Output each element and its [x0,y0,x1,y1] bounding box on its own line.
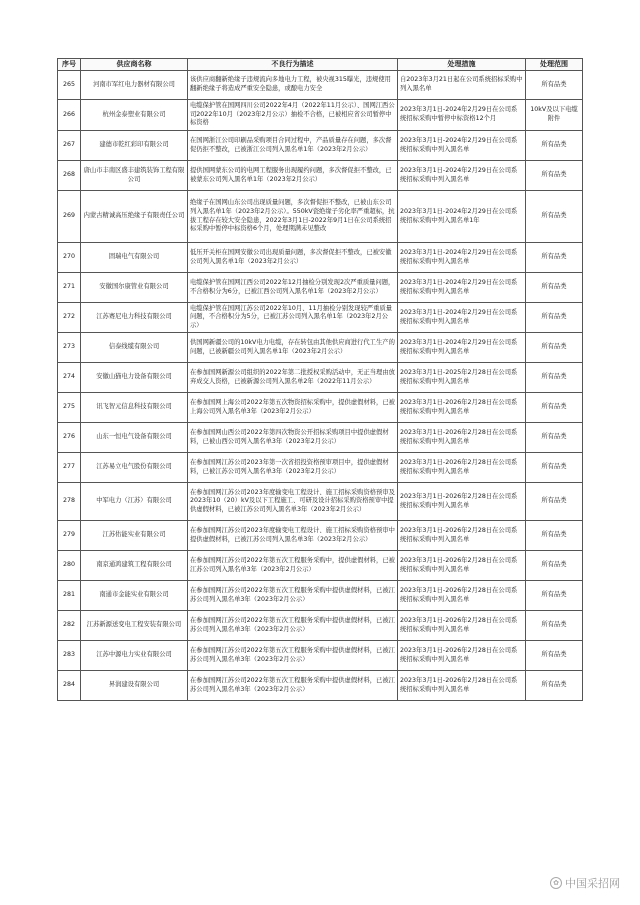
company-name: 河南市军红电力器材有限公司 [81,71,188,100]
handling-measure: 2023年3月1日-2026年2月28日在公司系统招标采购中列入黑名单 [398,453,526,483]
row-number: 275 [58,393,81,423]
handling-measure: 2023年3月1日-2026年2月28日在公司系统招标采购中列入黑名单 [398,581,526,611]
company-name: 安徽国尔康管业有限公司 [81,273,188,303]
misconduct-description: 提供国网蒙东公司的电网工程服务出现履约问题，多次督促拒不整改，已被蒙东公司列入黑名单1年（2023年2月公示） [188,161,398,191]
row-number: 279 [58,521,81,551]
row-number: 265 [58,71,81,100]
handling-scope: 所有品类 [526,551,583,581]
misconduct-description: 在参加国网新源公司组织的2022年第二批授权采购活动中，无正当理由放弃成交人资格，已被新源公司列入黑名单2年（2022年11月公示） [188,363,398,393]
company-name: 讯飞智元信息科技有限公司 [81,393,188,423]
misconduct-description: 该供应商翻新绝缘子违规流向多地电力工程，被央视315曝光，违规使用翻新绝缘子将造成严重安全隐患，或酿电力安全 [188,71,398,100]
row-number: 276 [58,423,81,453]
row-number: 277 [58,453,81,483]
handling-measure: 2023年3月1日-2024年2月29日在公司系统招标采购中列入黑名单 [398,131,526,161]
row-number: 274 [58,363,81,393]
handling-scope: 所有品类 [526,393,583,423]
handling-scope: 所有品类 [526,303,583,333]
misconduct-description: 在参加国网江苏公司2023年第一次省招投资格预审项目中，提供虚假材料，已被江苏公司列入黑名单3年（2023年2月公示） [188,453,398,483]
watermark [550,875,620,891]
handling-scope: 所有品类 [526,273,583,303]
handling-scope: 所有品类 [526,71,583,100]
row-number: 270 [58,243,81,273]
handling-measure: 2023年3月1日-2024年2月29日在公司系统招标采购中暂停中标资格12个月 [398,100,526,131]
row-number: 269 [58,191,81,243]
handling-scope: 所有品类 [526,581,583,611]
table-row [58,243,583,273]
company-name: 建德市乾红彩印有限公司 [81,131,188,161]
handling-scope: 所有品类 [526,363,583,393]
handling-scope: 所有品类 [526,671,583,701]
handling-measure: 2023年3月1日-2026年2月28日在公司系统招标采购中列入黑名单 [398,483,526,521]
table-row [58,303,583,333]
handling-scope: 所有品类 [526,483,583,521]
handling-measure: 2023年3月1日-2026年2月28日在公司系统招标采购中列入黑名单 [398,551,526,581]
handling-measure: 2023年3月1日-2026年2月28日在公司系统招标采购中列入黑名单 [398,393,526,423]
watermark-text: 中国采招网 [565,877,620,890]
handling-measure: 2023年3月1日-2026年2月28日在公司系统招标采购中列入黑名单 [398,521,526,551]
header-company: 供应商名称 [81,59,188,71]
misconduct-description: 在参加国网上海公司2022年第五次物资招标采购中，提供虚假材料，已被上海公司列入黑名单3年（2023年2月公示） [188,393,398,423]
table-row [58,161,583,191]
table-row [58,521,583,551]
header-scope: 处理范围 [526,59,583,71]
handling-measure: 2023年3月1日-2026年2月28日在公司系统招标采购中列入黑名单 [398,423,526,453]
wechat-style-icon: ✿ [550,877,562,889]
company-name: 南京通鸿建筑工程有限公司 [81,551,188,581]
handling-scope: 所有品类 [526,611,583,641]
row-number: 278 [58,483,81,521]
handling-measure: 2023年3月1日-2024年2月29日在公司系统招标采购中列入黑名单 [398,273,526,303]
header-no: 序号 [58,59,81,71]
document-page [57,58,582,701]
table-row [58,131,583,161]
table-row [58,483,583,521]
misconduct-description: 在国网浙江公司印刷品采购项目合同过程中，产品质量存在问题，多次督促仍拒不整改，已被浙江公司列入黑名单1年（2023年2月公示） [188,131,398,161]
table-header-row [58,59,583,71]
misconduct-description: 低压开关柜在国网安徽公司出现质量问题，多次督促拒不整改，已被安徽公司列入黑名单1年（2023年2月公示） [188,243,398,273]
handling-scope: 所有品类 [526,191,583,243]
table-row [58,393,583,423]
company-name: 信泰线缆有限公司 [81,333,188,363]
company-name: 江苏佑能实业有限公司 [81,521,188,551]
misconduct-description: 在参加国网江苏公司2022年第五次工程服务采购中提供虚假材料，已被江苏公司列入黑名单3年（2023年2月公示） [188,671,398,701]
handling-measure: 2023年3月1日-2026年2月28日在公司系统招标采购中列入黑名单 [398,671,526,701]
company-name: 安徽山猫电力设备有限公司 [81,363,188,393]
table-body [58,71,583,701]
row-number: 281 [58,581,81,611]
table-row [58,71,583,100]
company-name: 昇润建设有限公司 [81,671,188,701]
handling-measure: 2023年3月1日-2026年2月28日在公司系统招标采购中列入黑名单 [398,611,526,641]
company-name: 江苏易立电气股份有限公司 [81,453,188,483]
misconduct-description: 在参加国网山西公司2022年第四次物资公开招标采购项目中提供虚假材料，已被山西公司列入黑名单3年（2023年2月公示） [188,423,398,453]
blacklist-table [57,58,583,701]
handling-measure: 2023年3月1日-2025年2月28日在公司系统招标采购中列入黑名单 [398,363,526,393]
misconduct-description: 在参加国网江苏公司2023年度输变电工程设计、施工招标采购资格预审中提供虚假材料，已被江苏公司列入黑名单3年（2023年2月公示） [188,521,398,551]
row-number: 271 [58,273,81,303]
company-name: 中军电力（江苏）有限公司 [81,483,188,521]
handling-scope: 所有品类 [526,161,583,191]
handling-measure: 2023年3月1日-2024年2月29日在公司系统招标采购中列入黑名单 [398,303,526,333]
header-description: 不良行为描述 [188,59,398,71]
company-name: 唐山市丰南区盛丰建筑装饰工程有限公司 [81,161,188,191]
company-name: 内蒙古精诚高压绝缘子有限责任公司 [81,191,188,243]
table-row [58,671,583,701]
company-name: 固瑞电气有限公司 [81,243,188,273]
handling-scope: 所有品类 [526,423,583,453]
table-row [58,363,583,393]
misconduct-description: 电缆保护管在国网江西公司2022年12月抽检分别发现2次严重质量问题，不合格积分为6分，已被江西公司列入黑名单1年（2023年2月公示） [188,273,398,303]
misconduct-description: 电缆保护管在国网江苏公司2022年10月、11月抽检分别发现较严重质量问题，不合格积分为5分，已被江苏公司列入黑名单1年（2023年2月公示） [188,303,398,333]
handling-scope: 所有品类 [526,131,583,161]
table-row [58,611,583,641]
row-number: 266 [58,100,81,131]
row-number: 282 [58,611,81,641]
table-row [58,333,583,363]
company-name: 山东一恒电气设备有限公司 [81,423,188,453]
handling-measure: 2023年3月1日-2024年2月29日在公司系统招标采购中列入黑名单 [398,161,526,191]
company-name: 杭州金泰塑业有限公司 [81,100,188,131]
row-number: 272 [58,303,81,333]
handling-scope: 所有品类 [526,521,583,551]
company-name: 江苏赛尼电力科技有限公司 [81,303,188,333]
table-row [58,100,583,131]
handling-measure: 2023年3月1日-2026年2月28日在公司系统招标采购中列入黑名单 [398,641,526,671]
table-row [58,453,583,483]
row-number: 267 [58,131,81,161]
table-row [58,581,583,611]
company-name: 南通市金能实业有限公司 [81,581,188,611]
handling-scope: 10kV及以下电缆附件 [526,100,583,131]
table-row [58,191,583,243]
handling-measure: 2023年3月1日-2024年2月29日在公司系统招标采购中列入黑名单 [398,243,526,273]
row-number: 283 [58,641,81,671]
misconduct-description: 在参加国网江苏公司2022年第五次工程服务采购中，提供虚假材料，已被江苏公司列入黑名单3年（2023年2月公示） [188,551,398,581]
table-row [58,641,583,671]
row-number: 268 [58,161,81,191]
handling-scope: 所有品类 [526,453,583,483]
misconduct-description: 绝缘子在国网山东公司出现质量问题，多次督促拒不整改，已被山东公司列入黑名单1年（2023年2月公示）。550kV瓷绝缘子劣化率严重超标，抗拔工程存在较大安全隐患，2022年3月1日-2022年9月1日在公司系统招标采购中暂停中标资格6个月，处理期满未见整改 [188,191,398,243]
row-number: 273 [58,333,81,363]
misconduct-description: 在参加国网江苏公司2023年度输变电工程设计、施工招标采购资格预审及2023年10（20）kV及以下工程施工、可研及设计招标采购资格预审中提供虚假材料，已被江苏公司列入黑名单3年（2023年2月公示） [188,483,398,521]
table-row [58,551,583,581]
handling-scope: 所有品类 [526,333,583,363]
handling-measure: 2023年3月1日-2024年2月29日在公司系统招标采购中列入黑名单1年 [398,191,526,243]
row-number: 280 [58,551,81,581]
handling-scope: 所有品类 [526,243,583,273]
misconduct-description: 电缆保护管在国网四川公司2022年4月（2022年11月公示）、国网江西公司2022年10月（2023年2月公示）抽检不合格，已被相应省公司暂停中标资格 [188,100,398,131]
misconduct-description: 在参加国网江苏公司2022年第五次工程服务采购中提供虚假材料，已被江苏公司列入黑名单3年（2023年2月公示） [188,611,398,641]
handling-measure: 自2023年3月21日起在公司系统招标采购中列入黑名单 [398,71,526,100]
table-row [58,273,583,303]
table-row [58,423,583,453]
company-name: 江苏新源送变电工程安装有限公司 [81,611,188,641]
misconduct-description: 供国网新疆公司的10kV电力电缆，存在转包由其他供应商进行代工生产的问题，已被新疆公司列入黑名单1年（2023年2月公示） [188,333,398,363]
row-number: 284 [58,671,81,701]
misconduct-description: 在参加国网江苏公司2022年第五次工程服务采购中提供虚假材料，已被江苏公司列入黑名单3年（2023年2月公示） [188,581,398,611]
misconduct-description: 在参加国网江苏公司2022年第五次工程服务采购中提供虚假材料，已被江苏公司列入黑名单3年（2023年2月公示） [188,641,398,671]
header-action: 处理措施 [398,59,526,71]
company-name: 江苏中源电力实业有限公司 [81,641,188,671]
handling-scope: 所有品类 [526,641,583,671]
handling-measure: 2023年3月1日-2024年2月29日在公司系统招标采购中列入黑名单 [398,333,526,363]
